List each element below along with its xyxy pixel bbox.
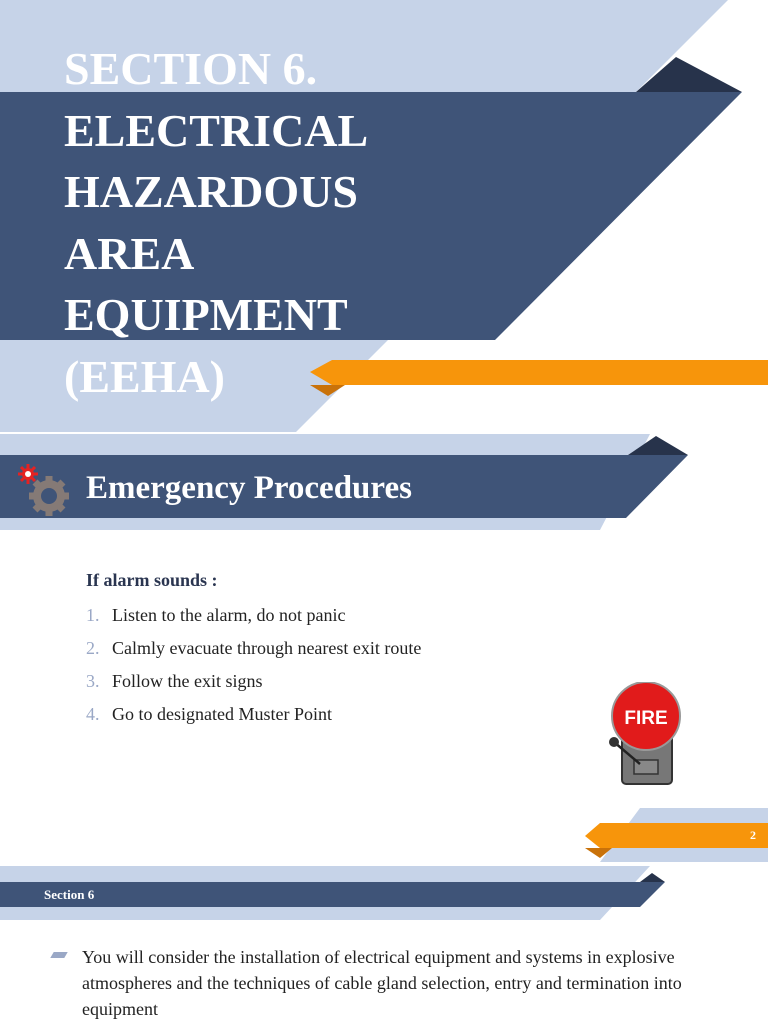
slide-title <box>64 38 368 407</box>
procedure-list <box>86 600 421 732</box>
step-text: Calmly evacuate through nearest exit route <box>112 638 422 658</box>
title-line: EQUIPMENT <box>64 289 348 340</box>
bell-label: FIRE <box>624 708 668 729</box>
title-line: (EEHA) <box>64 350 225 402</box>
title-line: AREA <box>64 227 195 279</box>
fire-alarm-icon <box>606 682 686 788</box>
list-item <box>86 600 421 633</box>
step-text: Follow the exit signs <box>112 671 263 691</box>
list-item <box>86 699 421 732</box>
section-heading: Emergency Procedures <box>86 470 412 506</box>
page-number: 2 <box>750 828 756 842</box>
section-label: Section 6 <box>44 887 95 902</box>
list-item <box>86 633 421 666</box>
step-number: 4. <box>86 704 100 724</box>
alarm-label: If alarm sounds : <box>86 570 218 590</box>
step-text: Go to designated Muster Point <box>112 704 332 724</box>
title-line: ELECTRICAL <box>64 104 369 156</box>
list-item <box>86 666 421 699</box>
step-number: 2. <box>86 638 100 658</box>
step-text: Listen to the alarm, do not panic <box>112 605 346 625</box>
step-number: 1. <box>86 605 100 625</box>
bullet-item <box>52 944 742 1022</box>
gears-icon <box>14 460 74 520</box>
title-line: SECTION 6. <box>64 43 318 94</box>
bullet-marker-icon <box>50 952 67 958</box>
step-number: 3. <box>86 671 100 691</box>
bullet-text: You will consider the installation of electrical equipment and systems in explosive atmospheres and the techniques of cable gland selection, entry and termination into equipment <box>82 947 682 1019</box>
title-line: HAZARDOUS <box>64 166 358 217</box>
